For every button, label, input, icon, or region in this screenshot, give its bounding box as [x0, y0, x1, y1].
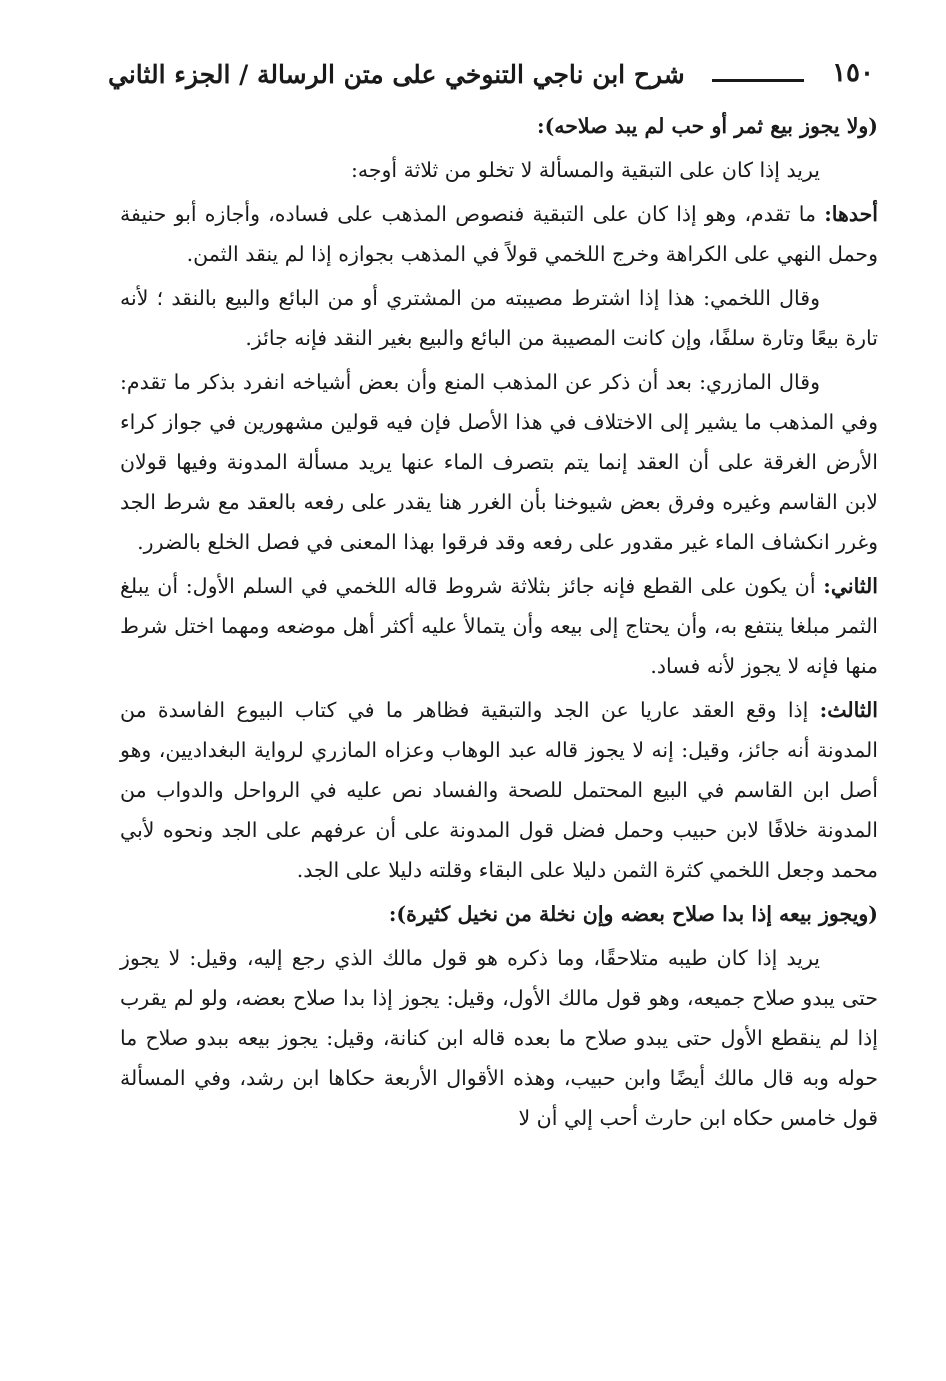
- paragraph: [120, 278, 878, 358]
- paragraph-lead: الثالث:: [819, 698, 878, 722]
- paragraph-text: وقال اللخمي: هذا إذا اشترط مصيبته من المشتري أو من البائع والبيع بالنقد ؛ لأنه تارة بيعًا وتارة سلفًا، وإن كانت المصيبة من البائع والبيع بغير النقد فإنه جائز.: [120, 286, 878, 350]
- paragraph-text: يريد إذا كان على التبقية والمسألة لا تخلو من ثلاثة أوجه:: [350, 158, 820, 182]
- paragraph: [120, 938, 878, 1138]
- header-rule: [712, 79, 804, 82]
- paragraph: [120, 194, 878, 274]
- matn-heading: (ولا يجوز بيع ثمر أو حب لم يبد صلاحه):: [537, 114, 878, 138]
- paragraph: [120, 362, 878, 562]
- paragraph-lead: الثاني:: [823, 574, 878, 598]
- page-header: [108, 58, 874, 104]
- paragraph-text: أن يكون على القطع فإنه جائز بثلاثة شروط قاله اللخمي في السلم الأول: أن يبلغ الثمر مبلغا ينتفع به، وأن يحتاج إلى بيعه وأن يتمالأ عليه أكثر أهل موضعه ومهما اختل شرط منها فإنه لا يجوز لأنه فساد.: [120, 574, 878, 678]
- paragraph-text: إذا وقع العقد عاريا عن الجد والتبقية فظاهر ما في كتاب البيوع الفاسدة من المدونة أنه جائز، وقيل: إنه لا يجوز قاله عبد الوهاب وعزاه المازري لرواية البغداديين، وهو أصل ابن القاسم في البيع المحتمل للصحة والفساد نص عليه في الرواحل والدواب من المدونة خلافًا لابن حبيب وحمل فضل قول المدونة على أن عرفهم على الجد ونحوه لأبي محمد وجعل اللخمي كثرة الثمن دليلا على البقاء وقلته دليلا على الجد.: [120, 698, 878, 882]
- matn-heading: (ويجوز بيعه إذا بدا صلاح بعضه وإن نخلة من نخيل كثيرة):: [388, 902, 878, 926]
- paragraph-lead: أحدها:: [824, 202, 878, 226]
- paragraph-text: وقال المازري: بعد أن ذكر عن المذهب المنع وأن بعض أشياخه انفرد بذكر ما تقدم: وفي المذهب ما يشير إلى الاختلاف في هذا الأصل فإن فيه قولين مشهورين في جواز كراء الأرض الغرقة على أن العقد إنما يتم بتصرف الماء عنها يريد مسألة المدونة وفيها قولان لابن القاسم وغيره وفرق بعض شيوخنا بأن الغرر هنا يقدر على رفعه بالعقد مع شرط الجد وغرر انكشاف الماء غير مقدور على رفعه وقد فرقوا بهذا المعنى في فصل الخلع بالضرر.: [120, 370, 878, 554]
- paragraph-text: ما تقدم، وهو إذا كان على التبقية فنصوص المذهب على فساده، وأجازه أبو حنيفة وحمل النهي على الكراهة وخرج اللخمي قولاً في المذهب بجوازه إذا لم ينقد الثمن.: [120, 202, 878, 266]
- paragraph: [120, 150, 878, 190]
- page-number: ١٥٠: [832, 58, 874, 88]
- body-text: [120, 106, 878, 1142]
- paragraph-text: يريد إذا كان طيبه متلاحقًا، وما ذكره هو قول مالك الذي رجع إليه، وقيل: لا يجوز حتى يبدو صلاح جميعه، وهو قول مالك الأول، وقيل: يجوز إذا بدا صلاح بعضه، ولو لم يقرب إذا لم ينقطع الأول حتى يبدو صلاح ما بعده قاله ابن كنانة، وقيل: يجوز بيعه ببدو صلاح ما حوله وبه قال مالك أيضًا وابن حبيب، وهذه الأقوال الأربعة حكاها ابن رشد، وفي المسألة قول خامس حكاه ابن حارث أحب إلي أن لا: [120, 946, 878, 1130]
- paragraph: [120, 566, 878, 686]
- running-title: شرح ابن ناجي التنوخي على متن الرسالة / الجزء الثاني: [108, 60, 685, 89]
- paragraph: [120, 690, 878, 890]
